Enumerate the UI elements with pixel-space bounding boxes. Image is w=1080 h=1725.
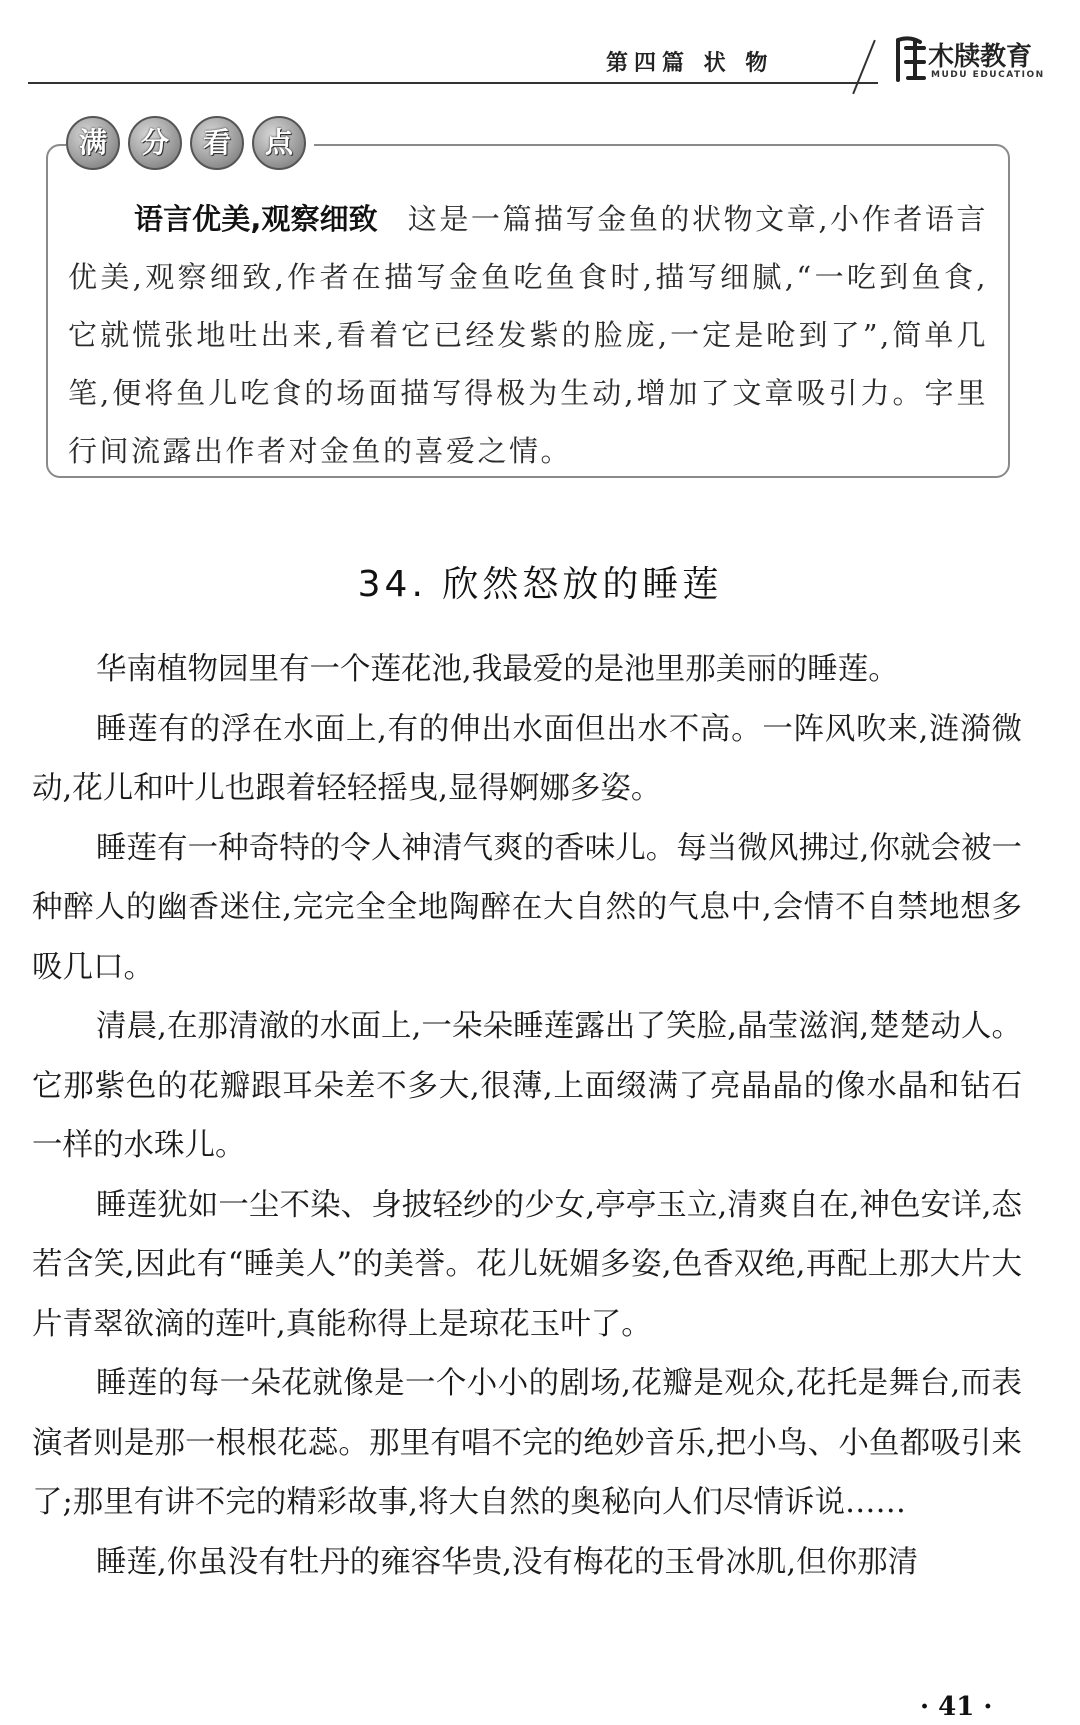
highlight-lead: 语言优美,观察细致 <box>134 202 378 236</box>
paragraph: 清晨,在那清澈的水面上,一朵朵睡莲露出了笑脸,晶莹滋润,楚楚动人。它那紫色的花瓣跟耳朵差不多大,很薄,上面缀满了亮晶晶的像水晶和钻石一样的水珠儿。 <box>32 1009 1022 1163</box>
badge-fen: 分 <box>128 116 182 170</box>
paragraph: 睡莲有一种奇特的令人神清气爽的香味儿。每当微风拂过,你就会被一种醉人的幽香迷住,完完全全地陶醉在大自然的气息中,会情不自禁地想多吸几口。 <box>32 830 1022 985</box>
badge-kan: 看 <box>190 116 244 170</box>
paragraph: 睡莲犹如一尘不染、身披轻纱的少女,亭亭玉立,清爽自在,神色安详,态若含笑,因此有“睡美人”的美誉。花儿妩媚多姿,色香双绝,再配上那大片大片青翠欲滴的莲叶,真能称得上是琼花玉叶了。 <box>32 1187 1022 1342</box>
paragraph: 华南植物园里有一个莲花池,我最爱的是池里那美丽的睡莲。 <box>96 652 899 687</box>
mudu-logo-icon <box>890 34 930 86</box>
paragraph: 睡莲,你虽没有牡丹的雍容华贵,没有梅花的玉骨冰肌,但你那清 <box>96 1544 919 1580</box>
brand-name: 木牍教育 <box>928 42 1033 72</box>
page-number: · 41 · <box>920 1692 993 1722</box>
badge-man: 满 <box>66 116 120 170</box>
highlight-body: 这是一篇描写金鱼的状物文章,小作者语言优美,观察细致,作者在描写金鱼吃鱼食时,描写细腻,“一吃到鱼食,它就慌张地吐出来,看着它已经发紫的脸庞,一定是呛到了”,简单几笔,便将鱼儿吃食的场面描写得极为生动,增加了文章吸引力。字里行间流露出作者对金鱼的喜爱之情。 <box>68 202 988 468</box>
page-header <box>28 34 1052 90</box>
article-body <box>32 640 1022 1592</box>
header-divider <box>852 40 876 95</box>
article-title: 34. 欣然怒放的睡莲 <box>357 564 723 605</box>
paragraph: 睡莲有的浮在水面上,有的伸出水面但出水不高。一阵风吹来,涟漪微动,花儿和叶儿也跟着轻轻摇曳,显得婀娜多姿。 <box>32 711 1022 806</box>
header-rule <box>28 82 878 84</box>
highlight-text <box>68 190 988 480</box>
paragraph: 睡莲的每一朵花就像是一个小小的剧场,花瓣是观众,花托是舞台,而表演者则是那一根根花蕊。那里有唱不完的绝妙音乐,把小鸟、小鱼都吸引来了;那里有讲不完的精彩故事,将大自然的奥秘向人们尽情诉说…… <box>32 1366 1022 1520</box>
highlight-badges <box>66 116 314 174</box>
chapter-title: 第四篇 状 物 <box>606 51 774 76</box>
brand-name-en: MUDU EDUCATION <box>931 70 1045 80</box>
badge-dian: 点 <box>252 116 306 170</box>
